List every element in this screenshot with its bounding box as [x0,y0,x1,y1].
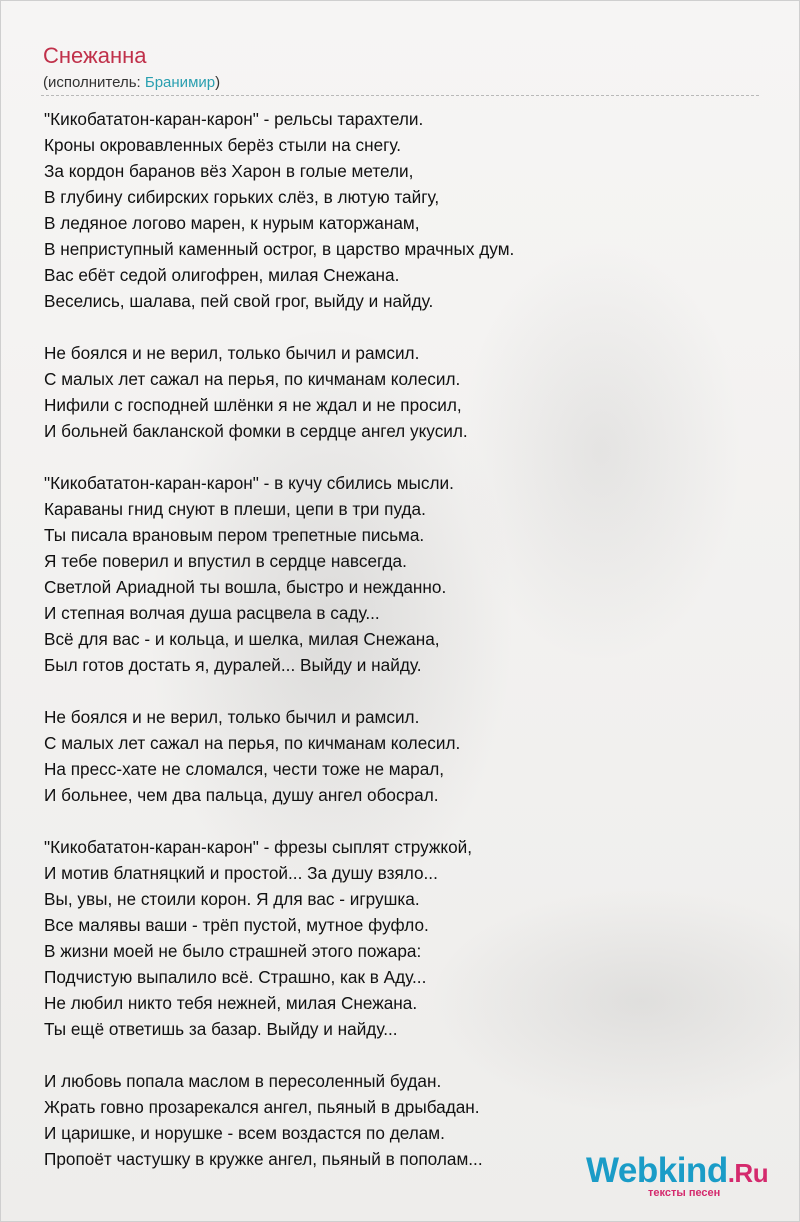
lyrics-line: Подчистую выпалило всё. Страшно, как в Аду... [44,967,427,987]
lyrics-line: Караваны гнид снуют в плеши, цепи в три пуда. [44,499,426,519]
logo-tagline: тексты песен [648,1187,721,1199]
lyrics-line: И царишке, и норушке - всем воздастся по делам. [44,1123,445,1143]
lyrics-line: Не боялся и не верил, только бычил и рамсил. [44,707,420,727]
lyrics-line: Нифили с господней шлёнки я не ждал и не просил, [44,395,462,415]
lyrics-stanza [44,834,764,1042]
lyrics-stanza [44,704,764,808]
lyrics-stanza [44,106,764,314]
lyrics-line: Не любил никто тебя нежней, милая Снежана. [44,993,418,1013]
lyrics-line: Был готов достать я, дуралей... Выйду и найду. [44,655,422,675]
lyrics-line: Жрать говно прозарекался ангел, пьяный в дрыбадан. [44,1097,480,1117]
song-title: Снежанна [43,43,147,68]
lyrics-line: "Кикобататон-каран-карон" - рельсы тарахтели. [44,109,424,129]
artist-link[interactable]: Бранимир [144,74,216,91]
artist-suffix: ) [215,74,221,91]
lyrics-line: Ты ещё ответишь за базар. Выйду и найду... [44,1019,398,1039]
lyrics-line: В глубину сибирских горьких слёз, в лютую тайгу, [44,187,440,207]
lyrics-line: На пресс-хате не сломался, чести тоже не марал, [44,759,445,779]
lyrics-line: И больней бакланской фомки в сердце ангел укусил. [44,421,468,441]
artist-prefix: (исполнитель: [43,74,145,91]
logo-tld-text: .Ru [727,1158,769,1188]
lyrics-line: Светлой Ариадной ты вошла, быстро и нежданно. [44,577,447,597]
lyrics-stanza [44,470,764,678]
title-divider [41,95,759,96]
lyrics-line: С малых лет сажал на перья, по кичманам колесил. [44,733,461,753]
lyrics-line: "Кикобататон-каран-карон" - в кучу сбились мысли. [44,473,454,493]
lyrics-line: Я тебе поверил и впустил в сердце навсегда. [44,551,407,571]
lyrics-line: "Кикобататон-каран-карон" - фрезы сыплят стружкой, [44,837,473,857]
lyrics-line: И больнее, чем два пальца, душу ангел обосрал. [44,785,439,805]
lyrics-line: Вы, увы, не стоили корон. Я для вас - игрушка. [44,889,420,909]
lyrics-stanza [44,340,764,444]
lyrics-line: За кордон баранов вёз Харон в голые метели, [44,161,414,181]
lyrics-line: Все малявы ваши - трёп пустой, мутное фуфло. [44,915,429,935]
lyrics-body [44,106,764,1198]
webkind-logo[interactable] [586,1151,786,1203]
logo-main-text: Webkind [586,1151,728,1190]
lyrics-line: Всё для вас - и кольца, и шелка, милая Снежана, [44,629,440,649]
lyrics-line: И любовь попала маслом в пересоленный будан. [44,1071,442,1091]
lyrics-line: Веселись, шалава, пей свой грог, выйду и найду. [44,291,434,311]
lyrics-line: Ты писала врановым пером трепетные письма. [44,525,425,545]
artist-line [43,74,220,92]
lyrics-line: Пропоёт частушку в кружке ангел, пьяный в пополам... [44,1149,483,1169]
lyrics-line: И мотив блатняцкий и простой... За душу взяло... [44,863,438,883]
lyrics-line: В жизни моей не было страшней этого пожара: [44,941,422,961]
lyrics-line: В неприступный каменный острог, в царство мрачных дум. [44,239,515,259]
lyrics-line: Не боялся и не верил, только бычил и рамсил. [44,343,420,363]
lyrics-line: Вас ебёт седой олигофрен, милая Снежана. [44,265,400,285]
lyrics-line: С малых лет сажал на перья, по кичманам колесил. [44,369,461,389]
lyrics-line: И степная волчая душа расцвела в саду... [44,603,380,623]
lyrics-line: В ледяное логово марен, к нурым каторжанам, [44,213,420,233]
lyrics-line: Кроны окровавленных берёз стыли на снегу. [44,135,402,155]
